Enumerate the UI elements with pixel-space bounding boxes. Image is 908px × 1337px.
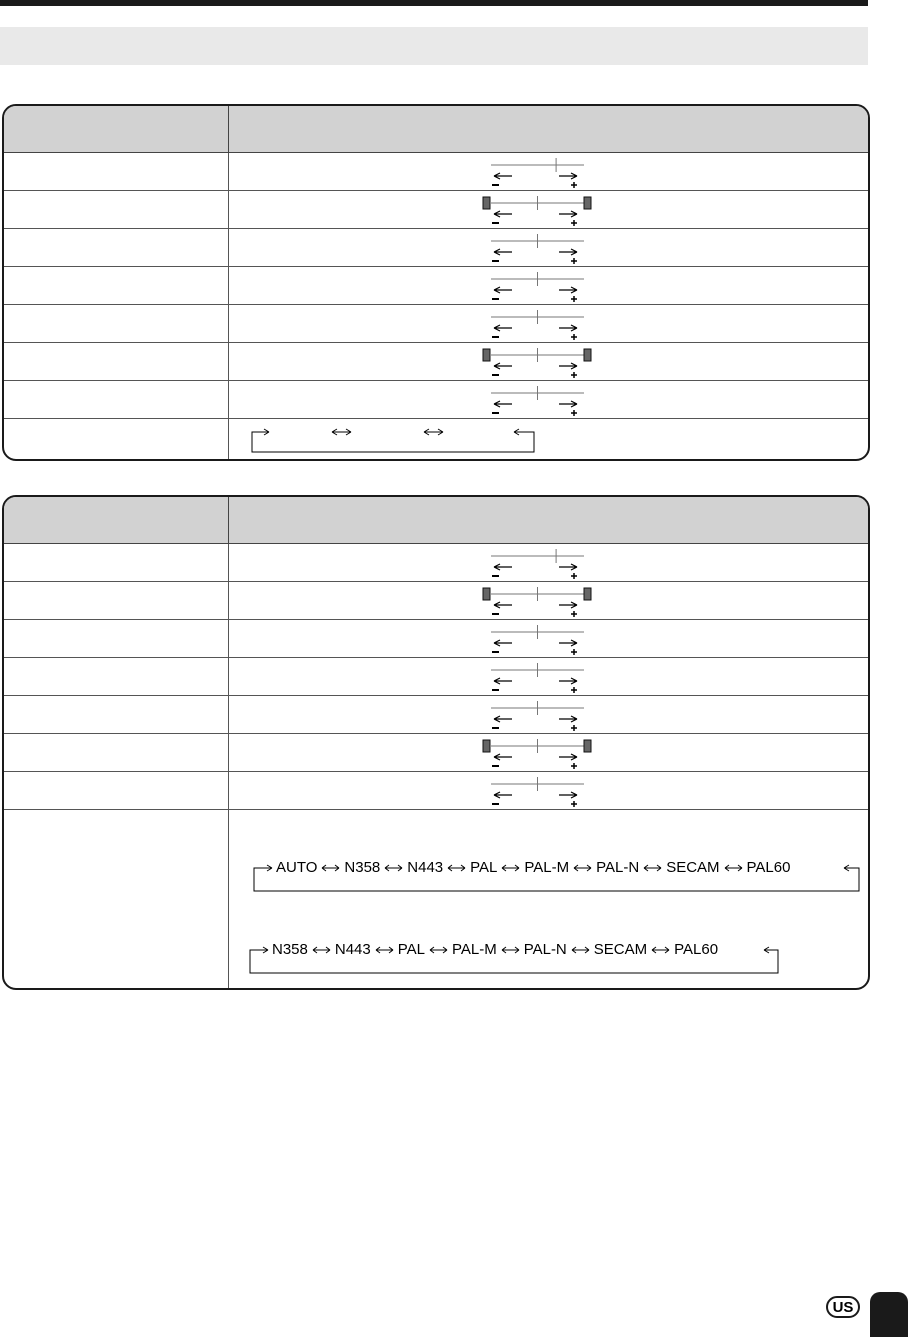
table-row	[4, 267, 868, 305]
arrow-right-icon	[559, 754, 577, 760]
sequence-item: N443	[407, 859, 444, 876]
double-arrow-icon	[643, 863, 662, 873]
sequence-b-container	[234, 940, 794, 980]
adjustment-scale	[474, 231, 604, 265]
scale-endcap-right	[584, 740, 591, 752]
page-tab	[870, 1292, 908, 1337]
double-arrow-icon	[332, 429, 351, 435]
arrow-left-icon	[494, 249, 512, 255]
arrow-right-icon	[559, 401, 577, 407]
arrow-left-icon	[494, 211, 512, 217]
double-arrow-icon	[571, 945, 590, 955]
adjustment-table-1	[2, 104, 870, 461]
double-arrow-icon	[375, 945, 394, 955]
table-row	[4, 772, 868, 810]
plus-icon	[571, 296, 577, 302]
arrow-right-icon	[559, 640, 577, 646]
arrow-left-icon	[494, 792, 512, 798]
table-row	[4, 620, 868, 658]
double-arrow-icon	[429, 945, 448, 955]
arrow-right-icon	[559, 211, 577, 217]
table-row	[4, 734, 868, 772]
scale-endcap-left	[483, 197, 490, 209]
sequence-a-container	[234, 858, 864, 898]
arrow-right-icon	[559, 716, 577, 722]
cycle-loop-diagram	[244, 425, 544, 455]
double-arrow-icon	[312, 945, 331, 955]
plus-icon	[571, 410, 577, 416]
top-rule	[0, 0, 868, 6]
scale-endcap-left	[483, 349, 490, 361]
plus-icon	[571, 573, 577, 579]
double-arrow-icon	[321, 863, 340, 873]
double-arrow-icon	[501, 863, 520, 873]
table-rows	[4, 153, 868, 419]
scale-endcap-left	[483, 588, 490, 600]
plus-icon	[571, 258, 577, 264]
table-row-color-system	[4, 810, 868, 988]
arrow-right-icon	[559, 173, 577, 179]
adjustment-scale	[474, 269, 604, 303]
sequence-item: PAL-N	[523, 941, 567, 958]
plus-icon	[571, 763, 577, 769]
sequence-item: PAL-M	[524, 859, 570, 876]
sequence-item: N358	[344, 859, 381, 876]
scale-endcap-right	[584, 588, 591, 600]
double-arrow-icon	[447, 863, 466, 873]
arrow-left-icon	[494, 401, 512, 407]
arrow-left-icon	[494, 602, 512, 608]
sequence-item: AUTO	[276, 859, 318, 876]
sequence-item: SECAM	[666, 859, 720, 876]
table-row	[4, 343, 868, 381]
section-header-bar	[0, 27, 868, 65]
adjustment-scale	[474, 345, 604, 379]
arrow-right-icon	[559, 792, 577, 798]
sequence-item: PAL	[397, 941, 425, 958]
adjustment-scale	[474, 660, 604, 694]
arrow-left-icon	[494, 287, 512, 293]
arrow-left-icon	[494, 564, 512, 570]
arrow-left-icon	[494, 640, 512, 646]
sequence-a	[276, 859, 790, 876]
scale-endcap-right	[584, 197, 591, 209]
arrow-left-icon	[494, 173, 512, 179]
plus-icon	[571, 182, 577, 188]
plus-icon	[571, 725, 577, 731]
plus-icon	[571, 649, 577, 655]
sequence-item: PAL60	[674, 941, 719, 958]
sequence-item: PAL	[470, 859, 498, 876]
table-row	[4, 696, 868, 734]
double-arrow-icon	[573, 863, 592, 873]
table-row	[4, 229, 868, 267]
table-row	[4, 153, 868, 191]
adjustment-scale	[474, 584, 604, 618]
arrow-left-icon	[494, 325, 512, 331]
arrow-left-icon	[494, 363, 512, 369]
adjustment-scale	[474, 698, 604, 732]
arrow-right-icon	[559, 564, 577, 570]
adjustment-scale	[474, 383, 604, 417]
double-arrow-icon	[651, 945, 670, 955]
arrow-right-icon	[559, 325, 577, 331]
plus-icon	[571, 334, 577, 340]
adjustment-scale	[474, 736, 604, 770]
arrow-right-icon	[559, 287, 577, 293]
adjustment-scale	[474, 546, 604, 580]
adjustment-scale	[474, 774, 604, 808]
scale-endcap-left	[483, 740, 490, 752]
adjustment-scale	[474, 307, 604, 341]
double-arrow-icon	[724, 863, 743, 873]
sequence-item: N358	[272, 941, 308, 958]
table-row	[4, 658, 868, 696]
adjustment-scale	[474, 622, 604, 656]
table-header	[4, 497, 868, 544]
adjustment-scale	[474, 155, 604, 189]
plus-icon	[571, 801, 577, 807]
sequence-item: N443	[334, 941, 371, 958]
sequence-item: SECAM	[593, 941, 648, 958]
plus-icon	[571, 220, 577, 226]
table-row	[4, 544, 868, 582]
region-badge: US	[826, 1296, 860, 1318]
arrow-right-icon	[559, 363, 577, 369]
arrow-right-icon	[559, 249, 577, 255]
arrow-right-icon	[559, 602, 577, 608]
double-arrow-icon	[384, 863, 403, 873]
adjustment-scale	[474, 193, 604, 227]
arrow-left-icon	[494, 754, 512, 760]
double-arrow-icon	[424, 429, 443, 435]
sequence-item: PAL-N	[596, 859, 640, 876]
scale-endcap-right	[584, 349, 591, 361]
sequence-b	[272, 941, 718, 958]
arrow-left-icon	[494, 716, 512, 722]
sequence-item: PAL-M	[451, 941, 497, 958]
table-row	[4, 582, 868, 620]
table-row	[4, 305, 868, 343]
arrow-right-icon	[559, 678, 577, 684]
double-arrow-icon	[501, 945, 520, 955]
adjustment-table-2	[2, 495, 870, 990]
table-row	[4, 381, 868, 419]
sequence-item: PAL60	[746, 859, 791, 876]
table-row	[4, 191, 868, 229]
table-row-loop	[4, 419, 868, 461]
table-header	[4, 106, 868, 153]
plus-icon	[571, 372, 577, 378]
table-rows	[4, 544, 868, 810]
arrow-left-icon	[494, 678, 512, 684]
plus-icon	[571, 611, 577, 617]
plus-icon	[571, 687, 577, 693]
